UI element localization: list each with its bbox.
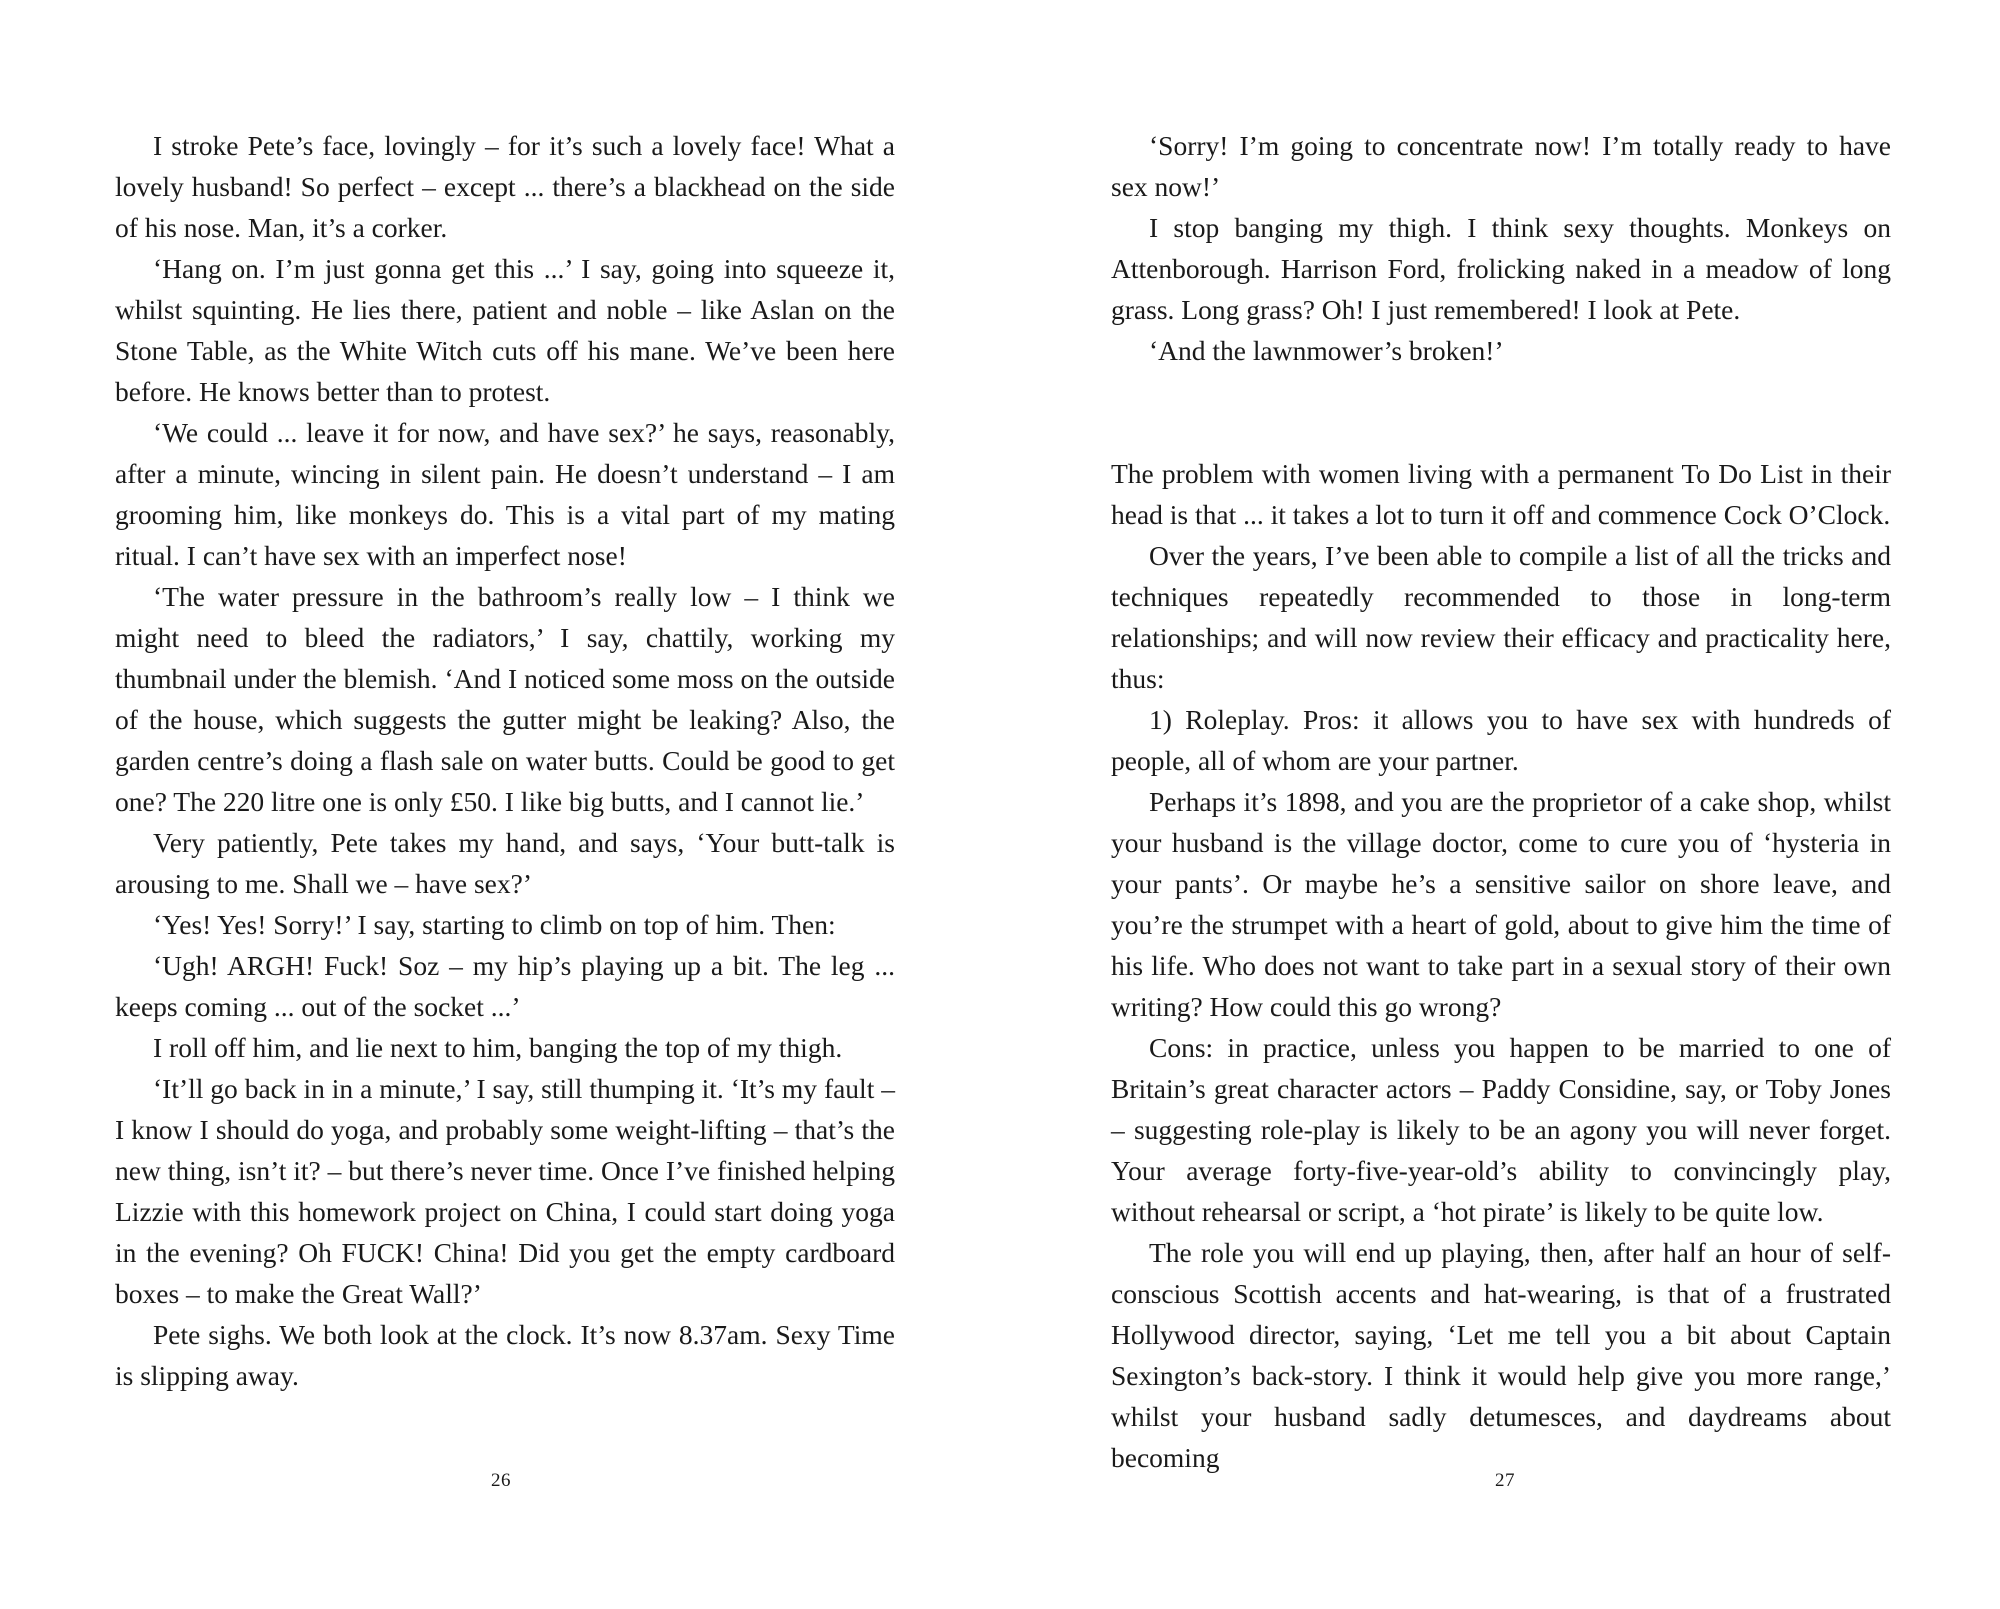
paragraph: I stop banging my thigh. I think sexy thoughts. Monkeys on Attenborough. Harrison Ford, frolicking naked in a meadow of long grass. Long grass? Oh! I just remembered! I look at Pete. bbox=[1111, 212, 1891, 325]
paragraph: The role you will end up playing, then, after half an hour of self-conscious Scottish accents and hat-wearing, is that of a frustrated Hollywood director, saying, ‘Let me tell you a bit about Captain Sexington’s back-story. I think it would help give you more range,’ whilst your husband sadly detumesces, and daydreams about becoming bbox=[1111, 1237, 1891, 1473]
right-page bbox=[1000, 0, 2000, 1609]
paragraph: ‘It’ll go back in in a minute,’ I say, still thumping it. ‘It’s my fault – I know I should do yoga, and probably some weight-lifting – that’s the new thing, isn’t it? – but there’s never time. Once I’ve finished helping Lizzie with this homework project on China, I could start doing yoga in the evening? Oh FUCK! China! Did you get the empty cardboard boxes – to make the Great Wall?’ bbox=[115, 1073, 895, 1309]
paragraph: ‘Hang on. I’m just gonna get this ...’ I say, going into squeeze it, whilst squinting. He lies there, patient and noble – like Aslan on the Stone Table, as the White Witch cuts off his mane. We’ve been here before. He knows better than to protest. bbox=[115, 253, 895, 407]
paragraph: Over the years, I’ve been able to compile a list of all the tricks and techniques repeatedly recommended to those in long-term relationships; and will now review their efficacy and practicality here, thus: bbox=[1111, 540, 1891, 694]
paragraph: ‘Ugh! ARGH! Fuck! Soz – my hip’s playing up a bit. The leg ... keeps coming ... out of the socket ...’ bbox=[115, 950, 895, 1022]
paragraph: The problem with women living with a permanent To Do List in their head is that ... it takes a lot to turn it off and commence Cock O’Clock. bbox=[1111, 458, 1891, 530]
paragraph: ‘The water pressure in the bathroom’s really low – I think we might need to bleed the radiators,’ I say, chattily, working my thumbnail under the blemish. ‘And I noticed some moss on the outside of the house, which suggests the gutter might be leaking? Also, the garden centre’s doing a flash sale on water butts. Could be good to get one? The 220 litre one is only £50. I like big butts, and I cannot lie.’ bbox=[115, 581, 895, 817]
paragraph: I roll off him, and lie next to him, banging the top of my thigh. bbox=[153, 1032, 843, 1063]
left-page-body bbox=[115, 125, 895, 1396]
paragraph: Cons: in practice, unless you happen to be married to one of Britain’s great character actors – Paddy Considine, say, or Toby Jones – suggesting role-play is likely to be an agony you will never forget. Your average forty-five-year-old’s ability to convincingly play, without rehearsal or script, a ‘hot pirate’ is likely to be quite low. bbox=[1111, 1032, 1891, 1227]
page-number: 26 bbox=[491, 1470, 511, 1491]
paragraph: ‘We could ... leave it for now, and have sex?’ he says, reasonably, after a minute, wincing in silent pain. He doesn’t understand – I am grooming him, like monkeys do. This is a vital part of my mating ritual. I can’t have sex with an imperfect nose! bbox=[115, 417, 895, 571]
right-page-body bbox=[1111, 125, 1891, 1478]
paragraph: Pete sighs. We both look at the clock. It’s now 8.37am. Sexy Time is slipping away. bbox=[115, 1319, 895, 1391]
paragraph: Perhaps it’s 1898, and you are the proprietor of a cake shop, whilst your husband is the village doctor, come to cure you of ‘hysteria in your pants’. Or maybe he’s a sensitive sailor on shore leave, and you’re the strumpet with a heart of gold, about to give him the time of his life. Who does not want to take part in a sexual story of their own writing? How could this go wrong? bbox=[1111, 786, 1891, 1022]
paragraph: ‘Sorry! I’m going to concentrate now! I’m totally ready to have sex now!’ bbox=[1111, 130, 1891, 202]
paragraph: ‘And the lawnmower’s broken!’ bbox=[1149, 335, 1504, 366]
section-break bbox=[1111, 371, 1891, 453]
paragraph: Very patiently, Pete takes my hand, and says, ‘Your butt-talk is arousing to me. Shall we – have sex?’ bbox=[115, 827, 895, 899]
page-number: 27 bbox=[1495, 1470, 1515, 1491]
paragraph: I stroke Pete’s face, lovingly – for it’s such a lovely face! What a lovely husband! So perfect – except ... there’s a blackhead on the side of his nose. Man, it’s a corker. bbox=[115, 130, 895, 243]
paragraph: ‘Yes! Yes! Sorry!’ I say, starting to climb on top of him. Then: bbox=[153, 909, 836, 940]
paragraph: 1) Roleplay. Pros: it allows you to have sex with hundreds of people, all of whom are your partner. bbox=[1111, 704, 1891, 776]
